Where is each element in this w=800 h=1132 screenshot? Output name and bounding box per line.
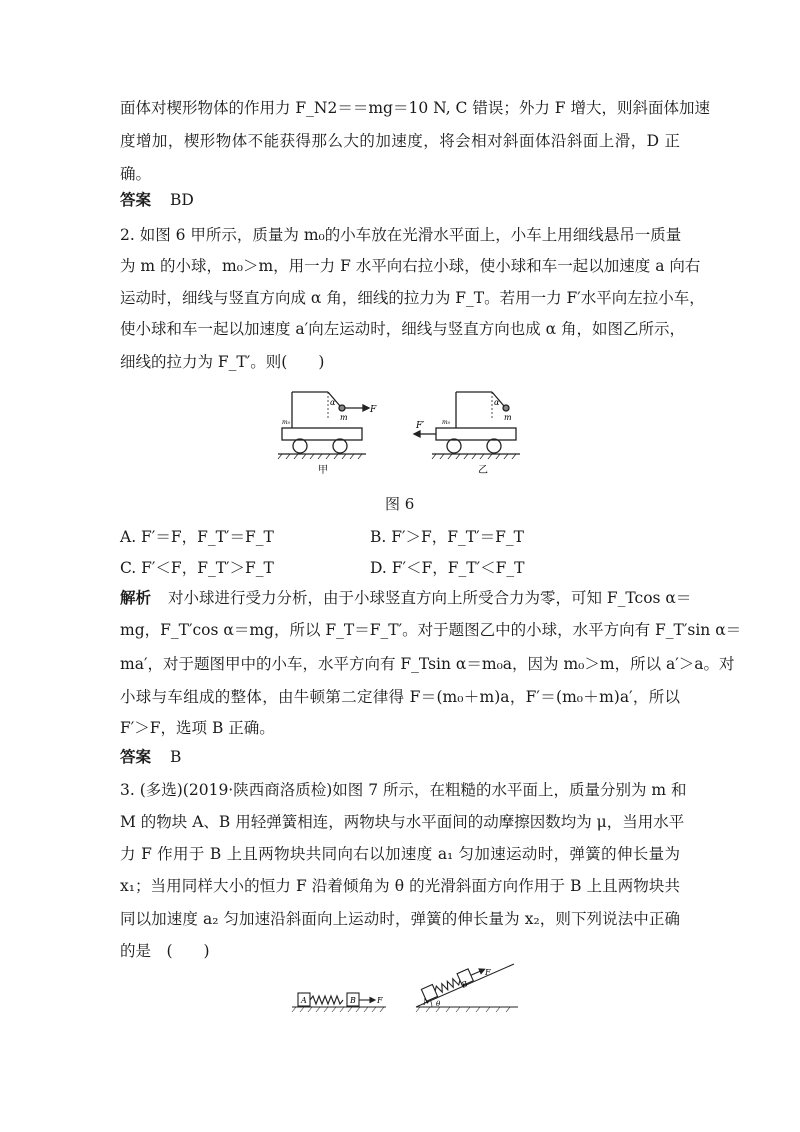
figure-left-cart <box>278 392 369 459</box>
answer-value: B <box>169 748 182 766</box>
right-figure-label: 乙 <box>478 465 488 476</box>
answer-value: BD <box>169 191 194 209</box>
p2-line-4: 使小球和车一起以加速度 a′向左运动时，细线与竖直方向也成 α 角，如图乙所示， <box>120 320 686 338</box>
angle-arc-icon <box>431 1001 432 1007</box>
arrow-left-icon <box>414 431 420 437</box>
force-label: F <box>485 968 491 977</box>
p2-line-1: 2. 如图 6 甲所示，质量为 m₀的小车放在光滑水平面上，小车上用细线悬吊一质量 <box>120 226 682 244</box>
option-c: C. F′＜F，F_T′＞F_T <box>120 559 274 577</box>
ball-mass-label: m <box>340 413 348 422</box>
p3-line-6: 的是 ( ) <box>120 942 210 960</box>
arrow-right-icon <box>370 998 375 1003</box>
analysis-text-1: 对小球进行受力分析，由于小球竖直方向上所受合力为零，可知 F_Tcos α＝ <box>167 589 692 607</box>
analysis-line-4: 小球与车组成的整体，由牛顿第二定律得 F＝(m₀＋m)a，F′＝(m₀＋m)a′，所以 <box>120 688 680 706</box>
p1-line-3: 确。 <box>120 165 152 183</box>
p1-line-2: 度增加，楔形物体不能获得那么大的加速度，将会相对斜面体沿斜面上滑，D 正 <box>120 132 680 150</box>
force-label: F <box>377 996 383 1005</box>
figure-6 <box>270 378 540 478</box>
option-b: B. F′＞F，F_T′＝F_T <box>370 528 524 546</box>
p2-line-2: 为 m 的小球，m₀＞m，用一力 F 水平向右拉小球，使小球和车一起以加速度 a 向右 <box>120 257 701 275</box>
analysis-line-3: ma′，对于题图甲中的小车，水平方向有 F_Tsin α＝m₀a，因为 m₀＞m，所以 a′＞a。对 <box>120 655 735 673</box>
p3-line-5: 同以加速度 a₂ 匀加速沿斜面向上运动时，弹簧的伸长量为 x₂，则下列说法中正确 <box>120 910 680 928</box>
p2-line-3: 运动时，细线与竖直方向成 α 角，细线的拉力为 F_T。若用一力 F′水平向左拉小车， <box>120 289 705 307</box>
figure-7 <box>290 960 530 1020</box>
analysis-line-5: F′＞F，选项 B 正确。 <box>120 719 275 737</box>
analysis-line-2: mg，F_T′cos α＝mg，所以 F_T＝F_T′。对于题图乙中的小球，水平方向有 F_T′sin α＝ <box>120 621 742 639</box>
alpha-label: α <box>494 398 500 407</box>
force-label: F <box>370 405 377 415</box>
p2-line-5: 细线的拉力为 F_T′。则( ) <box>120 353 325 371</box>
spring-icon <box>434 976 462 994</box>
p1-answer <box>120 190 194 210</box>
left-figure-label: 甲 <box>318 465 328 476</box>
p1-line-1: 面体对楔形物体的作用力 F_N2＝＝mg＝10 N, C 错误；外力 F 增大，则斜面体加速 <box>120 99 710 117</box>
cart-mass-label: m₀ <box>282 419 291 426</box>
force-prime-label: F′ <box>416 421 425 431</box>
ball-icon <box>339 405 345 411</box>
analysis-label: 解析 <box>120 588 152 607</box>
p3-line-2: M 的物块 A、B 用轻弹簧相连，两物块与水平面间的动摩擦因数均为 μ，当用水平 <box>120 813 685 831</box>
answer-label: 答案 <box>120 747 152 766</box>
p3-line-1: 3. (多选)(2019·陕西商洛质检)如图 7 所示，在粗糙的水平面上，质量分别为 m 和 <box>120 781 687 799</box>
option-d: D. F′＜F，F_T′＜F_T <box>370 559 525 577</box>
p3-line-3: 力 F 作用于 B 上且两物块共同向右以加速度 a₁ 匀加速运动时，弹簧的伸长量为 <box>120 845 680 863</box>
ball-icon <box>503 405 509 411</box>
answer-label: 答案 <box>120 190 152 209</box>
figure-right-cart <box>414 392 520 459</box>
block-a-label: A <box>421 996 431 1007</box>
analysis-line-1 <box>120 588 692 608</box>
arrow-right-icon <box>363 405 369 411</box>
block-b-label: B <box>460 979 470 990</box>
p3-line-4: x₁；当用同样大小的恒力 F 沿着倾角为 θ 的光滑斜面方向作用于 B 上且两物块共 <box>120 877 680 895</box>
figure-6-caption: 图 6 <box>385 495 415 513</box>
block-a-label: A <box>301 996 307 1005</box>
ball-mass-label: m <box>504 413 512 422</box>
p2-answer <box>120 747 181 767</box>
block-b-label: B <box>350 996 356 1005</box>
theta-label: θ <box>436 1000 441 1008</box>
alpha-label: α <box>330 398 336 407</box>
option-a: A. F′＝F，F_T′＝F_T <box>120 528 274 546</box>
cart-mass-label: m₀ <box>442 419 451 426</box>
spring-icon <box>310 996 343 1004</box>
